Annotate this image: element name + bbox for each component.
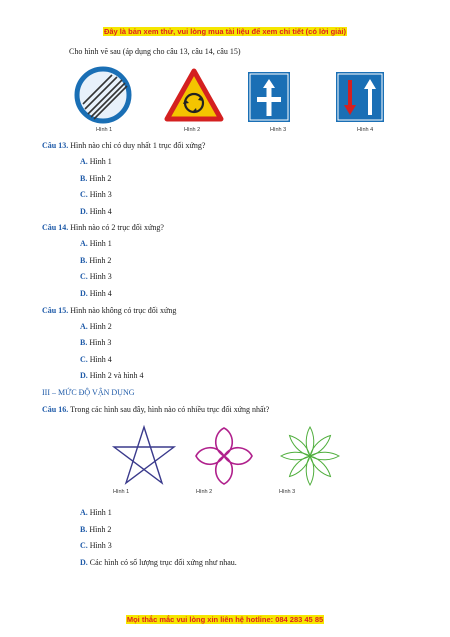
question-text: Hình nào chỉ có duy nhất 1 trục đối xứng? xyxy=(70,141,206,150)
sign-end-restrictions-figure xyxy=(74,66,132,124)
question-13 xyxy=(42,141,205,151)
intro-text: Cho hình vẽ sau (áp dụng cho câu 13, câu 14, câu 15) xyxy=(69,47,241,56)
star-figure xyxy=(112,425,176,487)
section-title: III – MỨC ĐỘ VẬN DỤNG xyxy=(42,388,135,397)
q16-figure-caption-3: Hình 3 xyxy=(279,489,296,495)
footer-banner: Mọi thắc mắc vui lòng xin liên hệ hotline: 084 283 45 85 xyxy=(126,615,324,624)
option-c: C. Hình 4 xyxy=(80,355,112,364)
option-c: C. Hình 3 xyxy=(80,541,112,550)
figure-caption-2: Hình 2 xyxy=(184,127,201,133)
figure-caption-4: Hình 4 xyxy=(357,127,374,133)
question-15 xyxy=(42,306,176,316)
sign-roundabout-warning-figure xyxy=(164,68,224,122)
question-16 xyxy=(42,405,269,415)
question-14 xyxy=(42,223,164,233)
question-text: Trong các hình sau đây, hình nào có nhiều trục đối xứng nhất? xyxy=(70,405,270,414)
q16-figure-caption-1: Hình 1 xyxy=(113,489,130,495)
sign-priority-oncoming-figure xyxy=(336,72,384,122)
header-banner: Đây là bản xem thử, vui lòng mua tài liệu để xem chi tiết (có lời giải) xyxy=(103,27,347,36)
four-petal-flower-figure xyxy=(195,427,253,485)
q16-figure-caption-2: Hình 2 xyxy=(196,489,213,495)
option-d: D. Hình 4 xyxy=(80,207,112,216)
option-d: D. Hình 4 xyxy=(80,289,112,298)
question-number: Câu 13. xyxy=(42,141,69,150)
option-a: A. Hình 2 xyxy=(80,322,112,331)
question-text: Hình nào có 2 trục đối xứng? xyxy=(70,223,164,232)
question-number: Câu 14. xyxy=(42,223,69,232)
option-b: B. Hình 3 xyxy=(80,338,112,347)
option-b: B. Hình 2 xyxy=(80,256,112,265)
question-text: Hình nào không có trục đối xứng xyxy=(70,306,177,315)
question-number: Câu 15. xyxy=(42,306,69,315)
option-d: D. Các hình có số lượng trục đối xứng như nhau. xyxy=(80,558,237,567)
option-a: A. Hình 1 xyxy=(80,508,112,517)
option-a: A. Hình 1 xyxy=(80,239,112,248)
eight-petal-flower-figure xyxy=(278,425,342,487)
sign-intersection-figure xyxy=(248,72,290,122)
option-b: B. Hình 2 xyxy=(80,174,112,183)
figure-caption-3: Hình 3 xyxy=(270,127,287,133)
option-c: C. Hình 3 xyxy=(80,190,112,199)
option-c: C. Hình 3 xyxy=(80,272,112,281)
option-a: A. Hình 1 xyxy=(80,157,112,166)
question-number: Câu 16. xyxy=(42,405,69,414)
option-b: B. Hình 2 xyxy=(80,525,112,534)
option-d: D. Hình 2 và hình 4 xyxy=(80,371,144,380)
figure-caption-1: Hình 1 xyxy=(96,127,113,133)
